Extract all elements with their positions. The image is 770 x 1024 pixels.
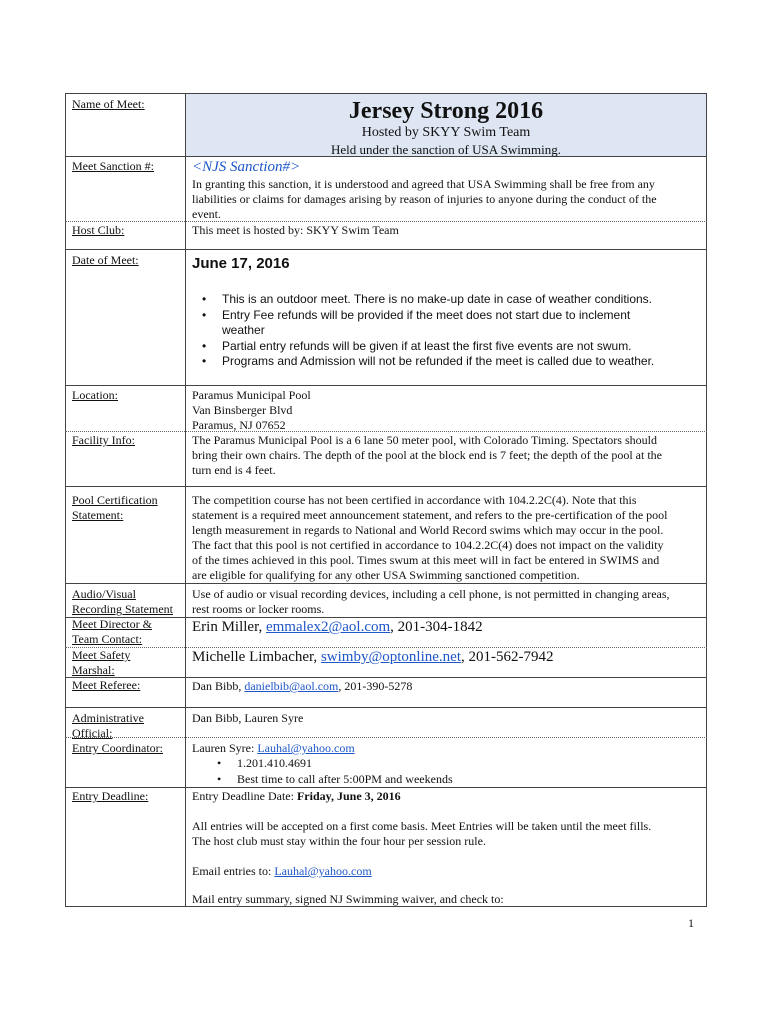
audio-line-2: rest rooms or locker rooms. (192, 602, 325, 616)
meet-title: Jersey Strong 2016 (348, 98, 544, 124)
label-facility-info: Facility Info: (72, 433, 135, 447)
sanction-line: Held under the sanction of USA Swimming. (330, 142, 561, 157)
meet-director (192, 618, 483, 636)
label-pool-certification: Pool Certification (72, 493, 158, 507)
pool-cert-line-5: of the times achieved in this pool. Times swum at this meet will in fact be entered in SWIMS and (192, 553, 660, 567)
row-divider (65, 249, 707, 250)
row-divider (65, 385, 707, 386)
referee-email-link[interactable]: danielbib@aol.com (244, 679, 339, 693)
director-phone: , 201-304-1842 (390, 619, 483, 635)
sanction-text-1: In granting this sanction, it is understood and agreed that USA Swimming shall be free from any (192, 177, 655, 191)
sanction-text-2: liabilities or claims for damages arising by reason of injuries to anyone during the conduct of the (192, 192, 657, 206)
meet-date: June 17, 2016 (192, 255, 290, 272)
row-divider (65, 737, 707, 738)
page-number: 1 (688, 916, 694, 930)
deadline-prefix: Entry Deadline Date: (192, 789, 297, 803)
label-administrative-2: Official: (72, 726, 113, 740)
pool-cert-line-6: are eligible for qualifying for any other USA Swimming sanctioned competition. (192, 568, 580, 582)
sanction-placeholder: <NJS Sanction#> (192, 159, 301, 175)
label-audio-visual-2: Recording Statement (72, 602, 173, 616)
label-pool-certification-2: Statement: (72, 508, 124, 522)
deadline-date: Friday, June 3, 2016 (296, 789, 401, 803)
referee-phone: , 201-390-5278 (338, 679, 413, 693)
list-item-text: weather (222, 323, 265, 337)
label-meet-safety-2: Marshal: (72, 663, 115, 677)
safety-email-link[interactable]: swimby@optonline.net (320, 649, 461, 665)
column-divider (185, 93, 186, 907)
list-item: • Best time to call after 5:00PM and weekends (237, 772, 453, 788)
location-line-3: Paramus, NJ 07652 (192, 418, 286, 432)
host-club-text: This meet is hosted by: SKYY Swim Team (192, 223, 399, 237)
safety-phone: , 201-562-7942 (461, 649, 554, 665)
label-host-club: Host Club: (72, 223, 125, 237)
facility-line-1: The Paramus Municipal Pool is a 6 lane 50 meter pool, with Colorado Timing. Spectators should (192, 433, 657, 447)
referee-name: Dan Bibb, (192, 679, 245, 693)
entries-email-link[interactable]: Lauhal@yahoo.com (274, 864, 372, 878)
list-item: • Programs and Admission will not be refunded if the meet is called due to weather. (222, 354, 654, 370)
label-audio-visual: Audio/Visual (72, 587, 136, 601)
label-meet-director-2: Team Contact: (72, 632, 143, 646)
location-line-2: Van Binsberger Blvd (192, 403, 293, 417)
label-entry-deadline: Entry Deadline: (72, 789, 149, 803)
label-meet-referee: Meet Referee: (72, 678, 141, 692)
list-item: • This is an outdoor meet. There is no make-up date in case of weather conditions. (222, 292, 654, 308)
mail-entry-summary: Mail entry summary, signed NJ Swimming waiver, and check to: (192, 892, 504, 906)
row-divider (65, 486, 707, 487)
date-notes-list (222, 292, 654, 370)
row-divider (65, 707, 707, 708)
facility-line-3: turn end is 4 feet. (192, 463, 276, 477)
label-meet-sanction: Meet Sanction #: (72, 159, 154, 173)
safety-name: Michelle Limbacher, (192, 649, 321, 665)
meet-info-table (65, 93, 707, 907)
audio-line-1: Use of audio or visual recording devices, including a cell phone, is not permitted in changing areas, (192, 587, 670, 601)
coordinator-email-link[interactable]: Lauhal@yahoo.com (257, 741, 355, 755)
email-entries-prefix: Email entries to: (192, 864, 275, 878)
row-divider (65, 677, 707, 678)
coordinator-name: Lauren Syre: (192, 741, 258, 755)
pool-cert-line-2: statement is a required meet announcement statement, and refers to the pre-certification of the pool (192, 508, 668, 522)
coordinator-list (237, 756, 453, 787)
pool-cert-line-4: The fact that this pool is not certified in accordance to 104.2.2C(4) does not impact on the validity (192, 538, 664, 552)
sanction-text-3: event. (192, 207, 221, 221)
label-entry-coordinator: Entry Coordinator: (72, 741, 163, 755)
list-item-continued (222, 323, 654, 339)
row-divider (65, 221, 707, 222)
label-name-of-meet: Name of Meet: (72, 97, 145, 111)
meet-safety-marshal (192, 648, 554, 666)
row-divider (65, 787, 707, 788)
table-border-left (65, 93, 66, 907)
entry-coordinator (192, 741, 355, 756)
row-divider (65, 431, 707, 432)
list-item: • Partial entry refunds will be given if at least the first five events are not swum. (222, 339, 654, 355)
email-entries (192, 864, 372, 879)
hosted-by: Hosted by SKYY Swim Team (361, 125, 531, 140)
list-item: • 1.201.410.4691 (237, 756, 453, 772)
director-name: Erin Miller, (192, 619, 266, 635)
row-divider (65, 583, 707, 584)
label-location: Location: (72, 388, 118, 402)
deadline-para-1: All entries will be accepted on a first come basis. Meet Entries will be taken until the meet fills. (192, 819, 652, 833)
location-line-1: Paramus Municipal Pool (192, 388, 311, 402)
label-date-of-meet: Date of Meet: (72, 253, 139, 267)
entry-deadline (192, 789, 401, 804)
table-border-right (706, 93, 707, 907)
label-meet-director: Meet Director & (72, 617, 152, 631)
admin-official: Dan Bibb, Lauren Syre (192, 711, 304, 725)
meet-referee (192, 679, 412, 694)
deadline-para-2: The host club must stay within the four hour per session rule. (192, 834, 486, 848)
label-meet-safety: Meet Safety (72, 648, 131, 662)
pool-cert-line-3: length measurement in regards to National and World Record swims which may occur in the pool. (192, 523, 664, 537)
list-item: • Entry Fee refunds will be provided if the meet does not start due to inclement (222, 308, 654, 324)
label-administrative: Administrative (72, 711, 144, 725)
facility-line-2: bring their own chairs. The depth of the pool at the block end is 7 feet; the depth of the pool at the (192, 448, 662, 462)
pool-cert-line-1: The competition course has not been certified in accordance with 104.2.2C(4). Note that this (192, 493, 637, 507)
director-email-link[interactable]: emmalex2@aol.com (265, 619, 391, 635)
